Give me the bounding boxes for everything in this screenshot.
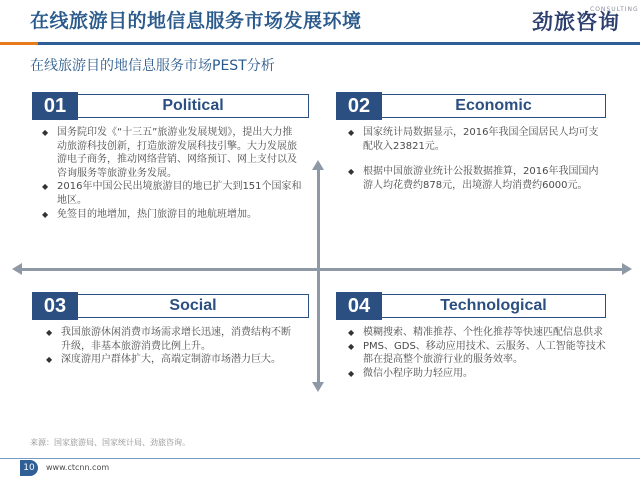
list-item: ◆ PMS、GDS、移动应用技术、云服务、人工智能等技术都在提高整个旅游行业的服务效率。 xyxy=(348,340,606,366)
axis-arrow-left-icon xyxy=(12,263,22,275)
company-logo xyxy=(532,6,639,40)
diamond-bullet-icon: ◆ xyxy=(42,209,49,219)
quadrant-number: 01 xyxy=(32,92,78,120)
footer-url: www.ctcnn.com xyxy=(46,463,110,472)
quadrant-social-header xyxy=(32,292,309,320)
axis-arrow-right-icon xyxy=(622,263,632,275)
source-note: 来源：国家旅游局、国家统计局、劲旅咨询。 xyxy=(30,438,190,447)
logo-tagline: CONSULTING xyxy=(590,6,639,13)
quadrant-political-list xyxy=(40,126,302,221)
quadrant-economic-list xyxy=(346,126,608,192)
title-divider-accent xyxy=(0,42,38,45)
diamond-bullet-icon: ◆ xyxy=(348,128,355,137)
quadrant-number: 03 xyxy=(32,292,78,320)
page-number: 10 xyxy=(20,460,38,476)
page-title: 在线旅游目的地信息服务市场发展环境 xyxy=(30,10,362,32)
axis-arrow-up-icon xyxy=(312,160,324,170)
quadrant-label: Social xyxy=(78,294,309,318)
diamond-bullet-icon: ◆ xyxy=(42,182,49,192)
list-item: ◆ 模糊搜索、精准推荐、个性化推荐等快速匹配信息供求 xyxy=(348,327,603,338)
list-item: ◆ 深度游用户群体扩大，高端定制游市场潜力巨大。 xyxy=(46,354,281,366)
quadrant-technological-list xyxy=(346,326,608,380)
footer-divider xyxy=(0,458,640,459)
title-divider xyxy=(0,42,640,45)
list-item: ◆ 根据中国旅游业统计公报数据推算，2016年我国国内游人均花费约878元，出境游人均消费约6000元。 xyxy=(348,166,599,191)
list-item: ◆ 2016年中国公民出境旅游目的地已扩大到151个国家和地区。 xyxy=(42,181,302,206)
diamond-bullet-icon: ◆ xyxy=(46,355,53,365)
list-item: ◆ 我国旅游休闲消费市场需求增长迅速，消费结构不断升级，非基本旅游消费比例上升。 xyxy=(46,327,291,352)
list-item: ◆ 免签目的地增加，热门旅游目的地航班增加。 xyxy=(42,208,257,220)
diamond-bullet-icon: ◆ xyxy=(348,368,355,378)
quadrant-political-header xyxy=(32,92,309,120)
quadrant-label: Economic xyxy=(382,94,606,118)
list-item: ◆ 国家统计局数据显示，2016年我国全国居民人均可支配收入23821元。 xyxy=(348,127,599,152)
quadrant-number: 02 xyxy=(336,92,382,120)
axis-arrow-down-icon xyxy=(312,382,324,392)
diamond-bullet-icon: ◆ xyxy=(348,341,355,351)
diamond-bullet-icon: ◆ xyxy=(42,128,49,137)
quadrant-label: Political xyxy=(78,94,309,118)
quadrant-economic-header xyxy=(336,92,606,120)
vertical-axis xyxy=(317,168,320,384)
list-item: ◆ 微信小程序助力轻应用。 xyxy=(348,367,473,379)
diamond-bullet-icon: ◆ xyxy=(348,167,355,177)
diamond-bullet-icon: ◆ xyxy=(348,328,355,337)
list-item: ◆ 国务院印发《“十三五”旅游业发展规划》，提出大力推动旅游科技创新，打造旅游发展科技引擎。大力发展旅游电子商务，推动网络营销、网络预订、网上支付以及咨询服务等旅游业务发展。 xyxy=(42,127,297,179)
horizontal-axis xyxy=(20,268,624,271)
slide-subtitle: 在线旅游目的地信息服务市场PEST分析 xyxy=(30,58,275,74)
quadrant-social-list xyxy=(44,326,300,367)
diamond-bullet-icon: ◆ xyxy=(46,328,53,337)
quadrant-label: Technological xyxy=(382,294,606,318)
quadrant-technological-header xyxy=(336,292,606,320)
logo-wordmark: 劲旅咨询 xyxy=(532,10,620,34)
quadrant-number: 04 xyxy=(336,292,382,320)
